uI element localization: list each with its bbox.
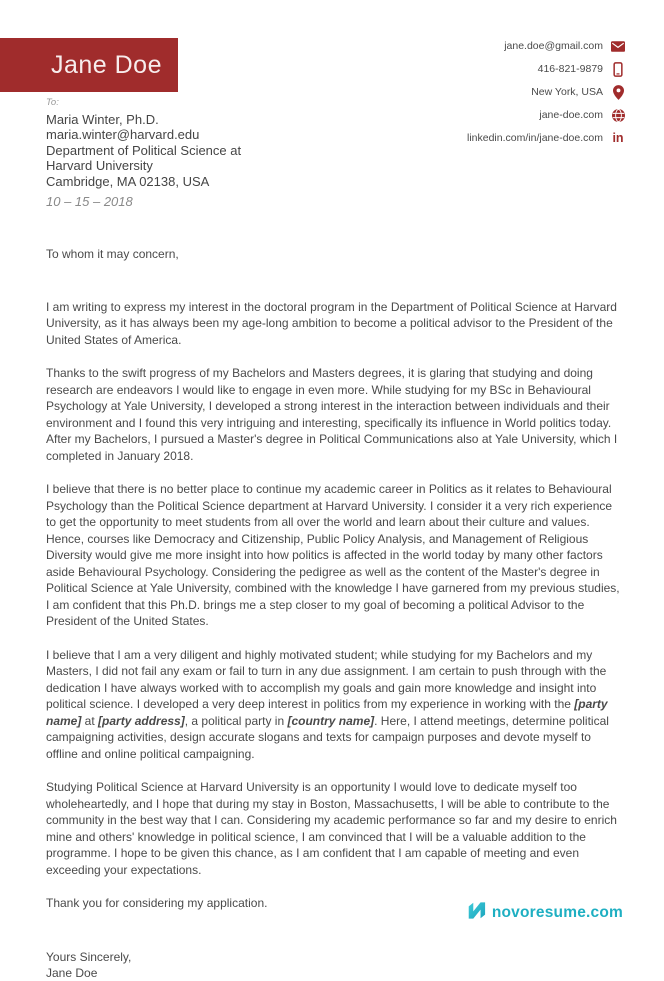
salutation: To whom it may concern, <box>46 247 179 261</box>
letter-body <box>46 246 620 981</box>
letter-paragraph: Thank you for considering my application. <box>46 896 268 910</box>
contact-row-website <box>467 108 625 122</box>
letter-paragraph: Thanks to the swift progress of my Bachelors and Masters degrees, it is glaring that studying and doing research are endeavors I would like to engage in even more. While studying for my BSc in Behavioural Psychology at Yale University, I developed a strong interest in the interaction between individuals and their environment and I found this very intriguing and interesting, specifically its influence in World politics today. After my Bachelors, I pursued a Master's degree in Political Communications also at Yale University, which I completed in January 2018. <box>46 366 618 463</box>
party-name-placeholder: [party name] <box>46 697 608 728</box>
brand-name: novoresume.com <box>491 904 623 921</box>
letter-date: 10 – 15 – 2018 <box>46 194 133 210</box>
website-value: jane-doe.com <box>539 109 603 121</box>
paragraph-segment: I believe that I am a very diligent and highly motivated student; while studying for my Bachelors and my Masters, I did not fail any exam or fail to turn in any due assignment. I am certain to push through with the dedication I have always worked with to accomplish my goals and gain more knowledge and insight into political science. I developed a very deep interest in politics from my experience in working with the <box>46 647 607 711</box>
signature: Jane Doe <box>46 965 98 980</box>
phone-icon <box>611 62 625 77</box>
linkedin-value: linkedin.com/in/jane-doe.com <box>467 132 603 144</box>
letter-paragraph: I believe that there is no better place to continue my academic career in Politics as it relates to Behavioural Psychology than the Political Science department at Harvard University. I consider it a very rich experience to get the opportunity to meet students from all over the world and learn about their culture and values. Hence, courses like Democracy and Citizenship, Public Policy Analysis, and Management of Religious Diversity would give me more insight into how politics is affected in the world today by many other factors aside Behavioural Psychology. Considering the pedigree as well as the content of the Master's degree in Political Science at Yale University, combined with the knowledge I have garnered from my previous studies, I am confident that this Ph.D. brings me a step closer to my goal of becoming a political Advisor to the President of the United States. <box>46 482 620 628</box>
recipient-email: maria.winter@harvard.edu <box>46 127 200 143</box>
contact-row-phone <box>467 62 625 76</box>
recipient-address: Cambridge, MA 02138, USA <box>46 173 210 189</box>
letter-paragraph: I am writing to express my interest in the doctoral program in the Department of Political Science at Harvard University, as it has always been my age-long ambition to become a political advisor to the President of the United States of America. <box>46 299 617 347</box>
letter-paragraph: Studying Political Science at Harvard University is an opportunity I would love to dedicate myself too wholeheartedly, and I hope that during my stay in Boston, Massachusetts, I will be able to contribute to the community in the best way that I can. Considering my academic performance so far and my desire to enrich mine and others' knowledge in political science, I am convinced that I will be a valuable addition to the programme. I hope to be given this chance, as I am confident that I am capable of meeting and even exceeding your expectations. <box>46 780 617 877</box>
paragraph-segment: , a political party in <box>184 713 288 728</box>
party-address-placeholder: [party address] <box>98 713 185 728</box>
location-value: New York, USA <box>531 86 603 98</box>
applicant-name: Jane Doe <box>50 50 162 79</box>
to-label: To: <box>46 97 59 108</box>
website-icon <box>611 108 625 123</box>
phone-value: 416-821-9879 <box>537 63 603 75</box>
recipient-department: Department of Political Science at <box>46 142 242 158</box>
contact-info <box>467 39 625 145</box>
novoresume-logo-icon <box>466 901 486 925</box>
paragraph-segment: . Here, I attend meetings, determine political campaigning activities, design accurate slogans and texts for campaign purposes and devote myself to offline and online political campaigning. <box>46 713 609 761</box>
signoff-block <box>46 949 620 981</box>
recipient-block <box>46 97 241 209</box>
contact-row-email <box>467 39 625 53</box>
linkedin-icon: in <box>612 130 624 145</box>
country-name-placeholder: [country name] <box>287 713 375 728</box>
brand-footer[interactable] <box>466 901 623 925</box>
signoff: Yours Sincerely, <box>46 949 132 964</box>
email-value: jane.doe@gmail.com <box>504 40 603 52</box>
contact-row-location <box>467 85 625 99</box>
paragraph-segment: at <box>81 713 99 728</box>
contact-row-linkedin <box>467 131 625 145</box>
recipient-university: Harvard University <box>46 158 153 174</box>
recipient-name: Maria Winter, Ph.D. <box>46 112 159 127</box>
location-icon <box>611 85 625 100</box>
email-icon <box>611 39 625 54</box>
letter-paragraph-party <box>46 647 620 763</box>
name-banner <box>0 38 178 92</box>
